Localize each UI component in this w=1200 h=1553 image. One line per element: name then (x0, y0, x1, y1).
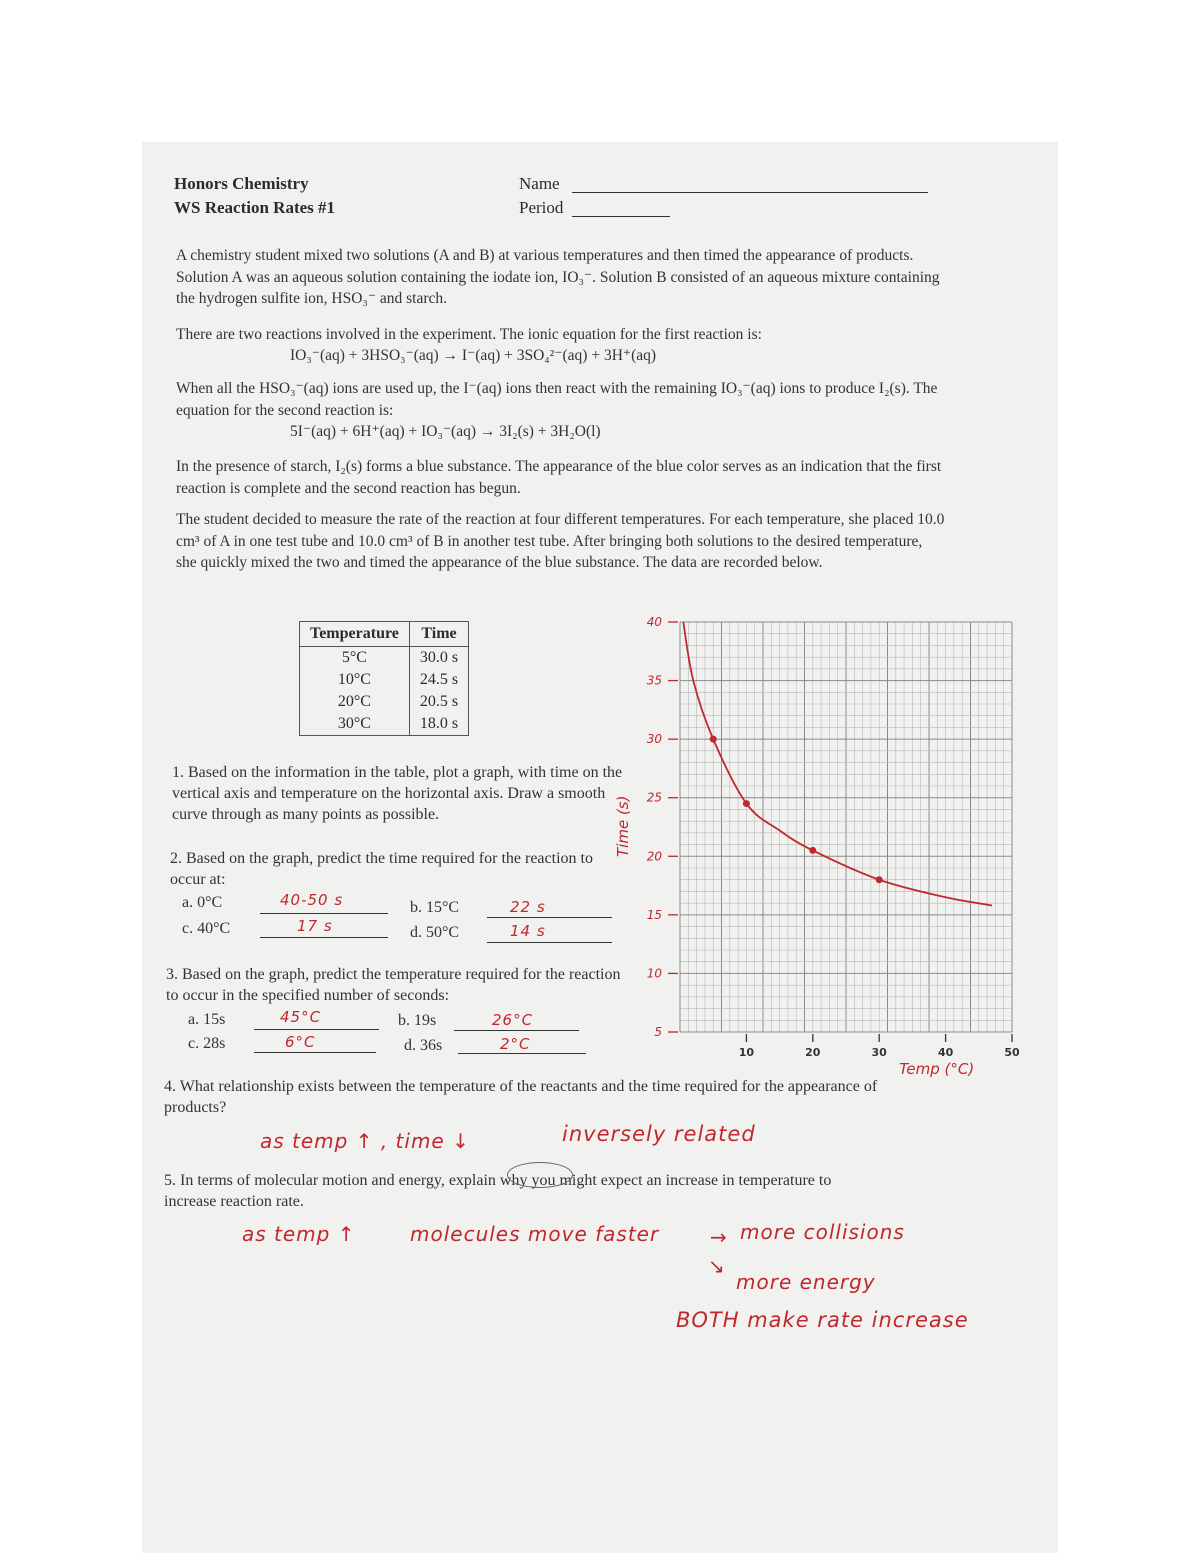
x-tick-label: 30 (871, 1046, 887, 1059)
q3a-answer: 45°C (280, 1008, 322, 1026)
q5-answer-3: more collisions (740, 1220, 905, 1244)
intro-paragraph-1: A chemistry student mixed two solutions (A and B) at various temperatures and then timed the appearance of products. Solution A was an aqueous solution containing the iodate ion, IO₃⁻. Solution B consisted of an aqueous mixture containing the hydrogen sulfite ion, HSO₃⁻ and starch. (176, 247, 940, 307)
table-cell: 5°C (300, 647, 410, 670)
worksheet-page (142, 142, 1058, 1553)
question-5: 5. In terms of molecular motion and energy, explain why you might expect an increase in temperature to increase reaction rate. (164, 1172, 832, 1210)
explain-circle (507, 1162, 573, 1188)
y-tick-label: 15 (646, 907, 662, 922)
q3c-blank (254, 1052, 376, 1053)
data-point (876, 876, 883, 883)
table-cell: 30°C (300, 713, 410, 736)
period-blank[interactable] (572, 216, 670, 217)
q3c-label: c. 28s (188, 1035, 226, 1052)
q5-answer-1: as temp ↑ (242, 1222, 356, 1246)
table-cell: 24.5 s (409, 669, 468, 691)
x-tick-label: 50 (1004, 1046, 1020, 1059)
question-2: 2. Based on the graph, predict the time required for the reaction to occur at: (170, 850, 593, 888)
y-tick-label: 20 (646, 849, 662, 864)
intro-paragraph-3: When all the HSO₃⁻(aq) ions are used up, the I⁻(aq) ions then react with the remaining IO₃⁻(aq) ions to produce I₂(s). The equation for the second reaction is: (176, 380, 938, 419)
y-tick-label: 35 (646, 673, 662, 688)
q2a-label: a. 0°C (182, 894, 223, 911)
q2c-blank (260, 937, 388, 938)
q2a-blank (260, 913, 388, 914)
intro-paragraph-2: There are two reactions involved in the experiment. The ionic equation for the first reaction is: (176, 326, 762, 343)
table-row (300, 691, 469, 713)
table-row (300, 713, 469, 736)
table-cell: 18.0 s (409, 713, 468, 736)
table-header-temperature: Temperature (300, 622, 410, 647)
graph-y-label: Time (s) (614, 795, 632, 857)
q4-answer-2: inversely related (562, 1122, 756, 1146)
table-cell: 10°C (300, 669, 410, 691)
question-3: 3. Based on the graph, predict the temperature required for the reaction to occur in the specified number of seconds: (166, 966, 621, 1004)
q2d-answer: 14 s (510, 922, 546, 940)
equation-2: 5I⁻(aq) + 6H⁺(aq) + IO₃⁻(aq) → 3I₂(s) + 3H₂O(l) (290, 423, 601, 440)
header-left (174, 172, 335, 220)
q2b-answer: 22 s (510, 898, 546, 916)
graph-grid (680, 622, 1012, 1032)
q3b-label: b. 19s (398, 1012, 437, 1029)
equation-1: IO₃⁻(aq) + 3HSO₃⁻(aq) → I⁻(aq) + 3SO₄²⁻(aq) + 3H⁺(aq) (290, 347, 657, 364)
graph-x-label: Temp (°C) (899, 1060, 975, 1078)
data-point (809, 847, 816, 854)
header-right (519, 172, 563, 220)
period-label: Period (519, 198, 564, 217)
x-tick-label: 20 (805, 1046, 821, 1059)
q5-answer-2: molecules move faster (410, 1222, 660, 1246)
x-tick-label: 10 (738, 1046, 755, 1059)
table-cell: 20°C (300, 691, 410, 713)
q3b-blank (454, 1030, 579, 1031)
table-cell: 30.0 s (409, 647, 468, 670)
q4-answer-1: as temp ↑ , time ↓ (260, 1129, 470, 1153)
time-vs-temp-graph (612, 612, 1022, 1082)
table-header-row (300, 622, 469, 647)
question-4: 4. What relationship exists between the temperature of the reactants and the time required for the appearance of products? (164, 1078, 878, 1116)
data-point (710, 736, 717, 743)
q3d-blank (458, 1053, 586, 1054)
arrow-down-right-icon: ↘ (708, 1254, 726, 1278)
table-row (300, 647, 469, 670)
q2d-blank (487, 942, 612, 943)
q5-answer-5: BOTH make rate increase (676, 1308, 969, 1332)
graph-ticks (647, 615, 1020, 1059)
intro-paragraph-4: In the presence of starch, I₂(s) forms a blue substance. The appearance of the blue color serves as an indication that the first reaction is complete and the second reaction has begun. (176, 458, 942, 497)
q2c-label: c. 40°C (182, 920, 231, 937)
data-table (299, 621, 469, 736)
table-header-time: Time (409, 622, 468, 647)
q3b-answer: 26°C (492, 1011, 534, 1029)
y-tick-label: 25 (646, 790, 662, 805)
q2b-blank (487, 917, 612, 918)
y-tick-label: 30 (646, 732, 662, 747)
course-title: Honors Chemistry (174, 174, 309, 193)
intro-paragraph-5: The student decided to measure the rate of the reaction at four different temperatures. For each temperature, she placed 10.0 cm³ of A in one test tube and 10.0 cm³ of B in another test tube. After bringing both solutions to the desired temperature, she quickly mixed the two and timed the appearance of the blue substance. The data are recorded below. (176, 511, 945, 571)
q2d-label: d. 50°C (410, 924, 460, 941)
x-tick-label: 40 (937, 1046, 954, 1059)
q3a-label: a. 15s (188, 1011, 226, 1028)
data-point (743, 800, 750, 807)
question-1: 1. Based on the information in the table, plot a graph, with time on the vertical axis and temperature on the horizontal axis. Draw a smooth curve through as many points as possible. (172, 764, 623, 823)
q2b-label: b. 15°C (410, 899, 460, 916)
worksheet-title: WS Reaction Rates #1 (174, 198, 336, 217)
name-blank[interactable] (572, 192, 928, 193)
q2a-answer: 40-50 s (280, 891, 344, 909)
table-cell: 20.5 s (409, 691, 468, 713)
q5-answer-4: more energy (736, 1270, 876, 1294)
table-row (300, 669, 469, 691)
name-label: Name (519, 174, 560, 193)
q3d-label: d. 36s (404, 1037, 443, 1054)
y-tick-label: 40 (646, 615, 662, 629)
q3d-answer: 2°C (500, 1035, 531, 1053)
q3a-blank (254, 1029, 379, 1030)
arrow-right-icon: → (710, 1225, 728, 1249)
q2c-answer: 17 s (297, 917, 333, 935)
y-tick-label: 5 (654, 1025, 662, 1039)
q3c-answer: 6°C (285, 1033, 316, 1051)
y-tick-label: 10 (646, 966, 662, 981)
